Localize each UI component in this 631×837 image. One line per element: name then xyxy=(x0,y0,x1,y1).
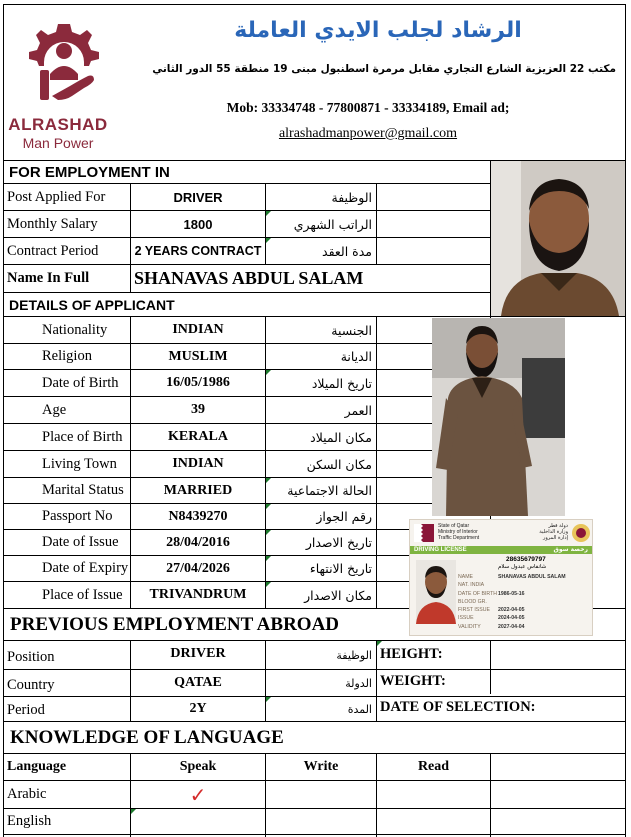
license-banner-text: DRIVING LICENSE xyxy=(414,547,467,553)
license-field: VALIDITY 2027-04-04 xyxy=(458,623,525,630)
field-label: Post Applied For xyxy=(7,188,106,205)
speak-checkmark xyxy=(131,809,265,834)
field-label-ar: رقم الجواز xyxy=(316,509,372,524)
salary-value: 1800 xyxy=(183,216,213,232)
field-label-ar: الديانة xyxy=(340,349,372,364)
qatar-flag-icon xyxy=(414,524,434,542)
field-label: Contract Period xyxy=(7,242,99,259)
place-of-birth-value: KERALA xyxy=(168,429,228,444)
prev-position-value: DRIVER xyxy=(170,646,226,661)
field-label-ar: مكان السكن xyxy=(306,456,372,472)
field-label-ar: مكان الاصدار xyxy=(304,587,372,603)
license-header xyxy=(410,520,593,546)
field-label: Nationality xyxy=(42,321,108,338)
license-state-line xyxy=(438,523,479,541)
license-banner-ar: رخصة سوق xyxy=(553,546,588,553)
write-col-header: Write xyxy=(303,759,339,774)
license-field: FIRST ISSUE 2022-04-05 xyxy=(458,607,525,614)
field-label: Monthly Salary xyxy=(7,215,98,232)
prev-period-value: 2Y xyxy=(189,701,207,716)
field-label: Living Town xyxy=(42,455,117,472)
religion-value: MUSLIM xyxy=(168,348,228,364)
field-label: Passport No xyxy=(42,508,113,524)
field-label: Date of Expiry xyxy=(42,560,129,576)
field-label-ar: مكان الميلاد xyxy=(310,429,372,445)
license-dept-ar: إدارة المرور xyxy=(542,535,568,541)
age-value: 39 xyxy=(191,402,205,417)
license-dept: Traffic Department xyxy=(438,535,480,541)
field-label: Place of Issue xyxy=(42,586,123,603)
field-label-ar: تاريخ الانتهاء xyxy=(309,561,372,576)
field-label-ar: مدة العقد xyxy=(322,243,372,259)
height-label: HEIGHT: xyxy=(380,646,443,662)
field-label-ar: الدولة xyxy=(345,676,372,690)
license-banner xyxy=(410,546,593,554)
company-address-ar: مكتب 22 العزيزية الشارع التجاري مقابل مرمرة اسطنبول مبنى 19 منطقة 55 الدور الثاني xyxy=(152,63,616,75)
contact-line: Mob: 33334748 - 77800871 - 33334189, Email ad; xyxy=(226,100,510,115)
language-section-title: KNOWLEDGE OF LANGUAGE xyxy=(10,726,284,748)
field-label: Place of Birth xyxy=(42,428,123,445)
field-label-ar: الراتب الشهري xyxy=(293,216,372,232)
license-field: BLOOD GR. xyxy=(458,598,487,605)
field-label-ar: المدة xyxy=(347,702,372,716)
nationality-value: INDIAN xyxy=(172,322,224,337)
speak-col-header: Speak xyxy=(179,759,217,774)
field-label-ar: الجنسية xyxy=(331,322,372,338)
field-label: Date of Issue xyxy=(42,534,119,550)
name-label: Name In Full xyxy=(7,270,90,286)
field-label: Religion xyxy=(42,348,92,364)
license-ministry: Ministry of Interior xyxy=(438,529,478,535)
field-label-ar: الحالة الاجتماعية xyxy=(287,483,372,498)
field-label: Position xyxy=(7,649,55,665)
field-label-ar: تاريخ الاصدار xyxy=(305,535,372,550)
post-applied-value: DRIVER xyxy=(173,189,223,205)
license-state-ar-line xyxy=(539,523,568,541)
license-number: 28635679797 xyxy=(506,556,546,563)
field-label: Country xyxy=(7,677,55,693)
license-field: DATE OF BIRTH1986-05-16 xyxy=(458,590,525,597)
field-label-ar: الوظيفة xyxy=(336,648,372,662)
previous-section-title: PREVIOUS EMPLOYMENT ABROAD xyxy=(10,613,340,635)
license-field: NAME SHANAVAS ABDUL SALAM xyxy=(458,574,566,580)
employment-section-title: FOR EMPLOYMENT IN xyxy=(9,163,170,181)
logo-subtitle: Man Power xyxy=(22,135,94,151)
applicant-full-body-photo xyxy=(432,318,565,516)
date-of-expiry-value: 27/04/2026 xyxy=(166,560,230,576)
full-name-value: SHANAVAS ABDUL SALAM xyxy=(134,268,364,288)
field-label: Marital Status xyxy=(42,482,124,498)
field-label-ar: الوظيفة xyxy=(331,189,372,205)
company-email[interactable]: alrashadmanpower@gmail.com xyxy=(278,126,458,141)
logo-wordmark: ALRASHAD xyxy=(8,115,108,134)
read-col-header: Read xyxy=(417,759,450,774)
living-town-value: INDIAN xyxy=(172,456,224,471)
language-name: Arabic xyxy=(7,786,47,802)
date-of-selection-label: DATE OF SELECTION: xyxy=(380,699,536,715)
license-ministry-ar: وزارة الداخلية xyxy=(539,529,568,535)
language-name: English xyxy=(7,813,52,829)
field-label-ar: العمر xyxy=(344,402,372,418)
letterhead xyxy=(8,8,625,160)
license-field: NAT. INDIA xyxy=(458,582,485,589)
field-label: Date of Birth xyxy=(42,374,119,391)
field-label: Period xyxy=(7,702,45,718)
company-name-ar: الرشاد لجلب الايدي العاملة xyxy=(234,18,522,43)
logo-gear-icon xyxy=(22,18,106,106)
passport-no-value: N8439270 xyxy=(168,508,228,524)
marital-status-value: MARRIED xyxy=(163,482,233,498)
language-col-header: Language xyxy=(7,759,67,774)
license-state-ar: دولة قطر xyxy=(548,523,568,529)
company-logo xyxy=(8,8,130,160)
license-name-ar: شانفاس عبدول سلام xyxy=(498,564,547,570)
place-of-issue-value: TRIVANDRUM xyxy=(149,587,247,602)
person-full-body-icon xyxy=(432,318,565,516)
speak-checkmark: ✓ xyxy=(189,782,207,807)
license-field: ISSUE 2024-04-05 xyxy=(458,615,525,622)
field-label-ar: تاريخ الميلاد xyxy=(311,375,372,391)
contract-value: 2 YEARS CONTRACT xyxy=(134,244,262,258)
prev-country-value: QATAE xyxy=(174,675,222,690)
field-label: Age xyxy=(42,401,67,418)
weight-label: WEIGHT: xyxy=(380,673,446,689)
date-of-issue-value: 28/04/2016 xyxy=(166,534,230,550)
applicant-portrait-photo xyxy=(491,161,625,316)
applicant-section-title: DETAILS OF APPLICANT xyxy=(9,296,175,313)
license-state: State of Qatar xyxy=(438,523,470,529)
qatar-emblem-icon xyxy=(571,523,591,543)
dob-value: 16/05/1986 xyxy=(166,375,230,390)
person-portrait-icon xyxy=(491,161,625,316)
